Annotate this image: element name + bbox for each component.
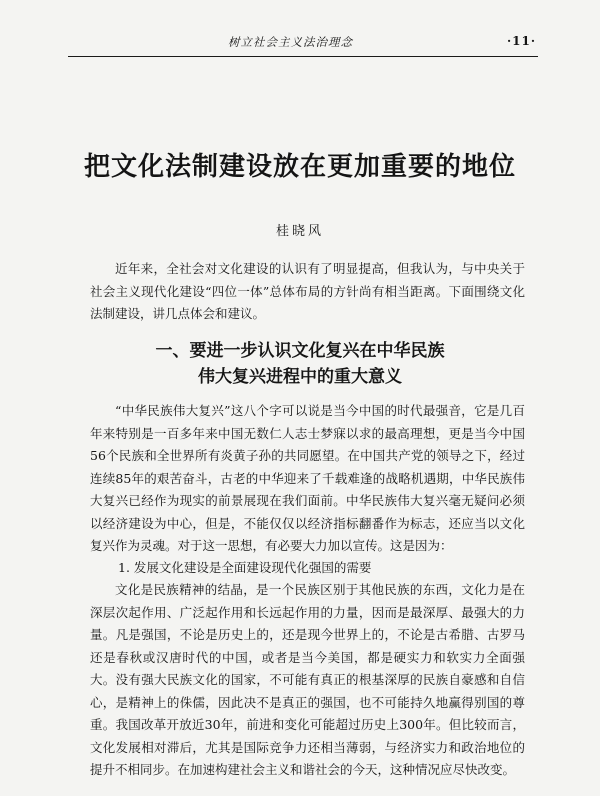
body-paragraph-1: “中华民族伟大复兴”这八个字可以说是当今中国的时代最强音，它是几百年来特别是一百多年来中国无数仁人志士梦寐以求的最高理想，更是当今中国56个民族和全世界所有炎黄子孙的共同愿望。在中国共产党的领导之下，经过连续85年的艰苦奋斗，古老的中华迎来了千载难逢的战略机遇期，中华民族伟大复兴已经作为现实的前景展现在我们面前。中华民族伟大复兴毫无疑问必须以经济建设为中心，但是，不能仅仅以经济指标翻番作为标志，还应当以文化复兴作为灵魂。对于这一思想，有必要大力加以宣传。这是因为： [90,403,525,553]
subsection-heading: 1. 发展文化建设是全面建设现代化强国的需要 [118,560,372,575]
running-header [68,30,538,57]
article-title: 把文化法制建设放在更加重要的地位 [83,152,516,182]
running-title: 树立社会主义法治理念 [228,35,353,49]
body-paragraph-2: 文化是民族精神的结晶，是一个民族区别于其他民族的东西，文化力是在深层次起作用、广泛起作用和长远起作用的力量，因而是最深厚、最强大的力量。凡是强国，不论是历史上的，还是现今世界上的，不论是古希腊、古罗马还是春秋或汉唐时代的中国，或者是当今美国，都是硬实力和软实力全面强大。没有强大民族文化的国家，不可能有真正的根基深厚的民族自豪感和自信心，是精神上的侏儒，因此决不是真正的强国，也不可能持久地赢得别国的尊重。我国改革开放近30年，前进和变化可能超过历史上300年。但比较而言，文化发展相对滞后，尤其是国际竞争力还相当薄弱，与经济实力和政治地位的提升不相同步。在加速构建社会主义和谐社会的今天，这种情况应尽快改变。 [90,582,525,777]
section-heading-line-1: 一、要进一步认识文化复兴在中华民族 [155,341,445,361]
intro-paragraph: 近年来，全社会对文化建设的认识有了明显提高，但我认为，与中央关于社会主义现代化建设“四位一体”总体布局的方针尚有相当距离。下面围绕文化法制建设，讲几点体会和建议。 [90,261,525,321]
section-heading-line-2: 伟大复兴进程中的重大意义 [198,367,402,387]
author-name: 桂晓风 [275,224,324,239]
section-heading [0,338,600,390]
page-number: ·11· [506,34,536,48]
